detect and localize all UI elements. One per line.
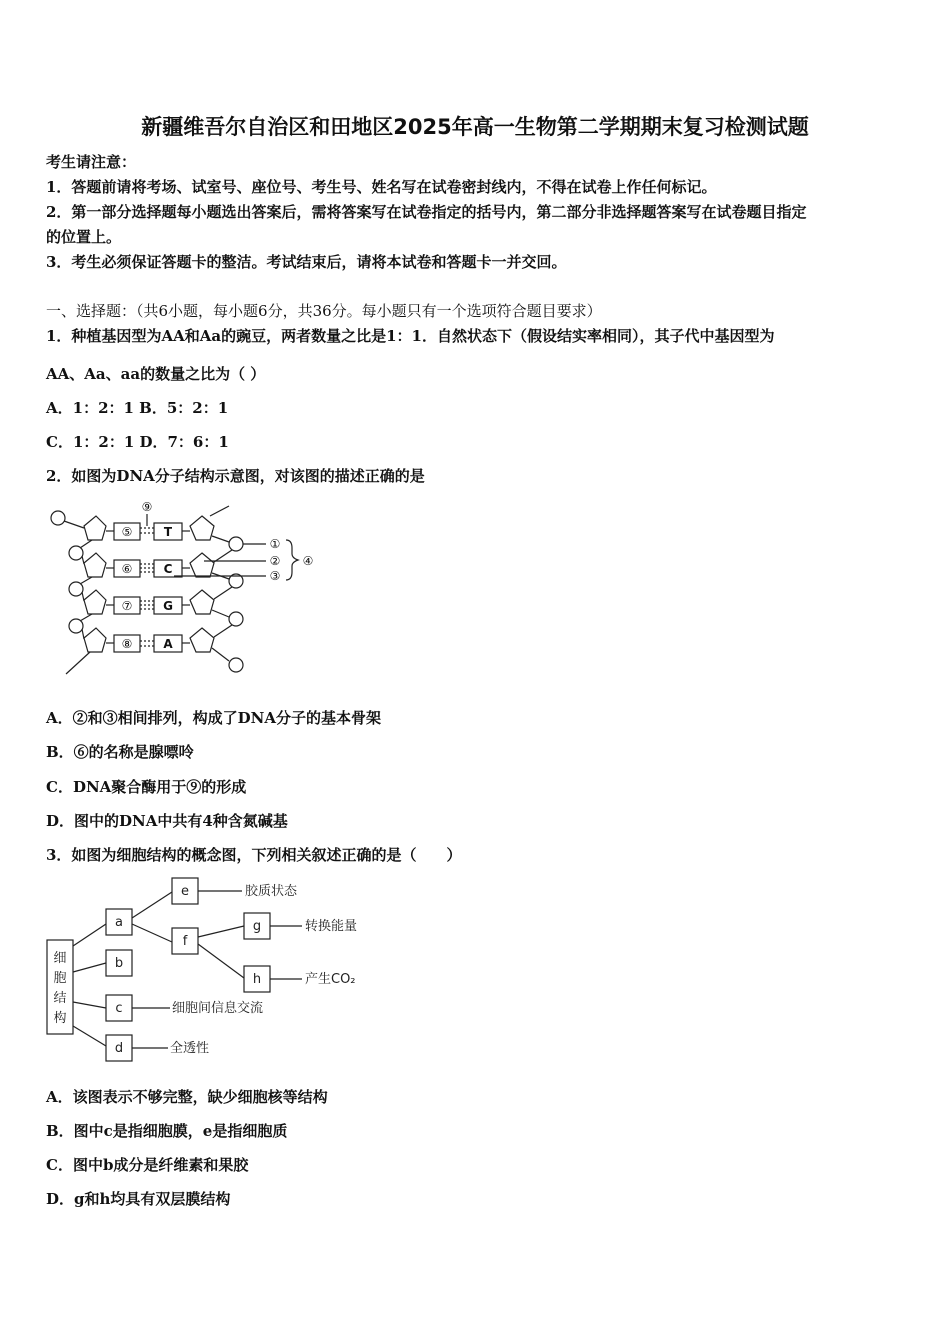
deoxyribose-pentagon — [84, 590, 106, 614]
left-base-label: ⑦ — [121, 599, 133, 613]
notice-item-2-cont: 的位置上。 — [46, 228, 122, 246]
root-char: 胞 — [53, 971, 67, 986]
notice-item-1: 1．答题前请将考场、试室号、座位号、考生号、姓名写在试卷密封线内，不得在试卷上作任何标记。 — [46, 178, 717, 196]
q2-option-d: D．图中的DNA中共有4种含氮碱基 — [46, 812, 288, 830]
q1-stem-line1: 1．种植基因型为AA和Aa的豌豆，两者数量之比是1：1．自然状态下（假设结实率相同），其子代中基因型为 — [46, 327, 775, 345]
node-c-label: c — [115, 1001, 123, 1016]
q3-option-c: C．图中b成分是纤维素和果胶 — [46, 1156, 249, 1174]
root-char: 结 — [53, 991, 67, 1006]
part-label: ② — [269, 554, 281, 568]
e-description: 胶质状态 — [245, 884, 298, 899]
page-title: 新疆维吾尔自治区和田地区2025年高一生物第二学期期末复习检测试题 — [141, 115, 809, 139]
c-description: 细胞间信息交流 — [172, 1001, 264, 1016]
right-base-label: A — [163, 637, 173, 651]
node-h-label: h — [252, 972, 262, 987]
left-base-label: ⑧ — [121, 637, 133, 651]
notice-item-3: 3．考生必须保证答题卡的整洁。考试结束后，请将本试卷和答题卡一并交回。 — [46, 253, 567, 271]
cell-structure-concept-map — [44, 874, 374, 1064]
h-description: 产生CO₂ — [305, 972, 356, 987]
deoxyribose-pentagon — [84, 553, 106, 577]
hydrogen-bond-label: ⑨ — [141, 500, 153, 514]
q2-stem: 2．如图为DNA分子结构示意图，对该图的描述正确的是 — [46, 467, 425, 485]
group-label: ④ — [302, 554, 314, 568]
q3-option-d: D．g和h均具有双层膜结构 — [46, 1190, 231, 1208]
node-f-label: f — [182, 934, 188, 949]
node-d-label: d — [114, 1041, 124, 1056]
left-base-label: ⑤ — [121, 525, 133, 539]
q1-stem-line2: AA、Aa、aa的数量之比为（ ） — [46, 365, 266, 383]
left-base-label: ⑥ — [121, 562, 133, 576]
node-e-label: e — [181, 884, 189, 899]
node-b-label: b — [114, 956, 124, 971]
dna-structure-diagram — [44, 498, 324, 683]
root-char: 构 — [53, 1011, 67, 1026]
part-label: ① — [269, 537, 281, 551]
deoxyribose-pentagon — [84, 628, 106, 652]
node-g-label: g — [252, 919, 262, 934]
q3-option-a: A．该图表示不够完整，缺少细胞核等结构 — [46, 1088, 328, 1106]
d-description: 全透性 — [170, 1041, 210, 1056]
q3-option-b: B．图中c是指细胞膜，e是指细胞质 — [46, 1122, 288, 1140]
deoxyribose-pentagon — [84, 516, 106, 540]
phosphate-circle — [51, 511, 65, 525]
g-description: 转换能量 — [305, 919, 358, 934]
section-heading: 一、选择题：（共6小题，每小题6分，共36分。每小题只有一个选项符合题目要求） — [46, 302, 602, 320]
right-base-label: G — [163, 599, 173, 613]
root-char: 细 — [53, 951, 67, 966]
q2-option-a: A．②和③相间排列，构成了DNA分子的基本骨架 — [46, 709, 381, 727]
q2-option-c: C．DNA聚合酶用于⑨的形成 — [46, 778, 247, 796]
q1-options-cd: C．1：2：1 D．7：6：1 — [46, 433, 229, 451]
q3-stem: 3．如图为细胞结构的概念图，下列相关叙述正确的是（ ） — [46, 846, 462, 864]
q1-options-ab: A．1：2：1 B．5：2：1 — [46, 399, 229, 417]
notice-item-2: 2．第一部分选择题每小题选出答案后，需将答案写在试卷指定的括号内，第二部分非选择题答案写在试卷题目指定 — [46, 203, 807, 221]
part-label: ③ — [269, 569, 281, 583]
notice-heading: 考生请注意： — [46, 153, 137, 171]
right-base-label: C — [163, 562, 173, 576]
q2-option-b: B．⑥的名称是腺嘌呤 — [46, 743, 194, 761]
right-base-label: T — [163, 525, 173, 539]
node-a-label: a — [115, 915, 123, 930]
